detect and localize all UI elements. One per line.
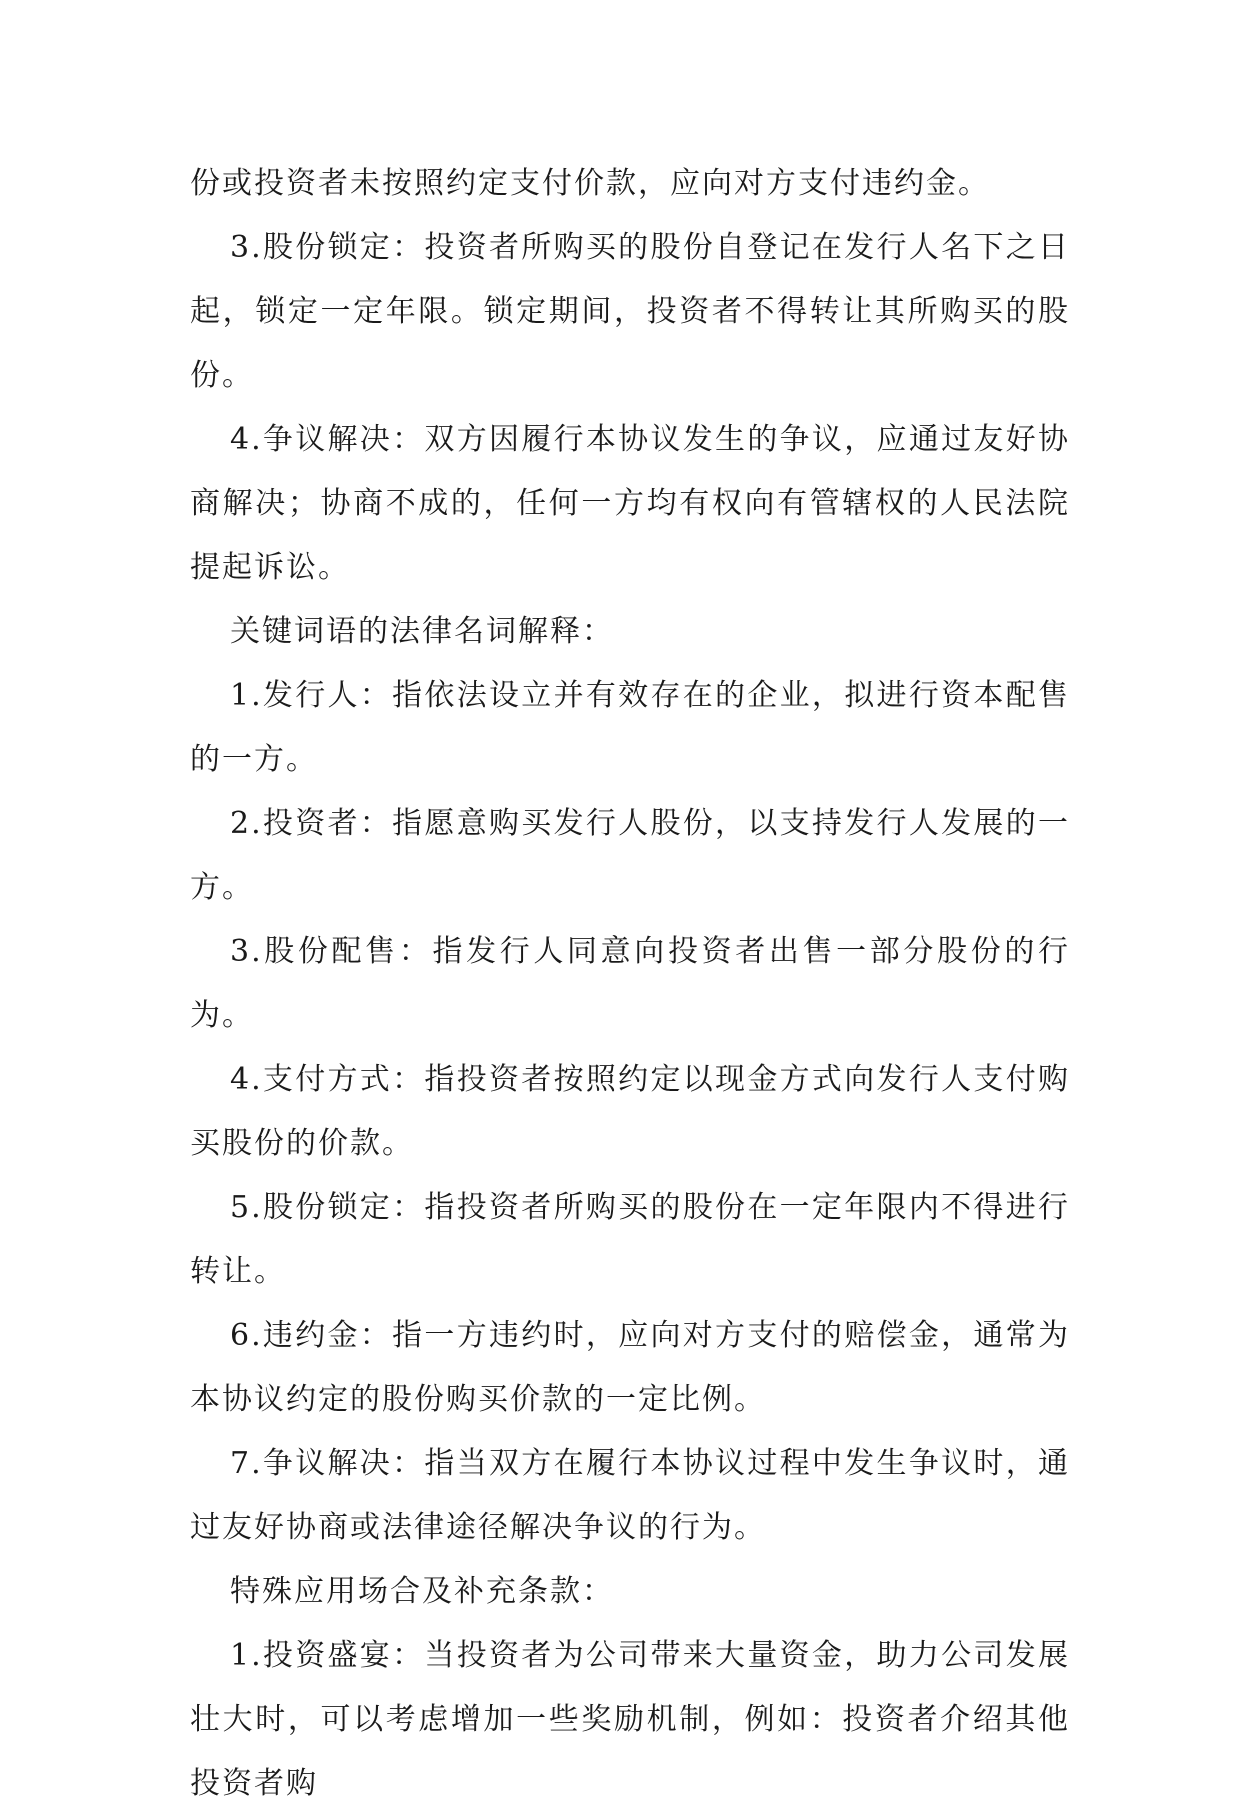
paragraph-dispute-resolution-clause: 4.争议解决：双方因履行本协议发生的争议，应通过友好协商解决；协商不成的，任何一方均有权向有管辖权的人民法院提起诉讼。	[190, 422, 1070, 585]
term-issuer: 1.发行人：指依法设立并有效存在的企业，拟进行资本配售的一方。	[190, 678, 1070, 777]
document-body	[190, 152, 1070, 1816]
term-dispute-resolution: 7.争议解决：指当双方在履行本协议过程中发生争议时，通过友好协商或法律途径解决争议的行为。	[190, 1446, 1070, 1545]
section-heading-special-cases: 特殊应用场合及补充条款：	[230, 1574, 614, 1609]
term-share-lock: 5.股份锁定：指投资者所购买的股份在一定年限内不得进行转让。	[190, 1190, 1070, 1289]
paragraph-continuation: 份或投资者未按照约定支付价款，应向对方支付违约金。	[190, 166, 990, 201]
section-heading-legal-terms: 关键词语的法律名词解释：	[230, 614, 614, 649]
special-case-investment-feast: 1.投资盛宴：当投资者为公司带来大量资金，助力公司发展壮大时，可以考虑增加一些奖励机制，例如：投资者介绍其他投资者购	[190, 1638, 1070, 1801]
term-liquidated-damages: 6.违约金：指一方违约时，应向对方支付的赔偿金，通常为本协议约定的股份购买价款的一定比例。	[190, 1318, 1070, 1417]
paragraph-share-lock-clause: 3.股份锁定：投资者所购买的股份自登记在发行人名下之日起，锁定一定年限。锁定期间，投资者不得转让其所购买的股份。	[190, 230, 1070, 393]
term-investor: 2.投资者：指愿意购买发行人股份，以支持发行人发展的一方。	[190, 806, 1070, 905]
term-payment-method: 4.支付方式：指投资者按照约定以现金方式向发行人支付购买股份的价款。	[190, 1062, 1070, 1161]
term-share-placement: 3.股份配售：指发行人同意向投资者出售一部分股份的行为。	[190, 934, 1070, 1033]
